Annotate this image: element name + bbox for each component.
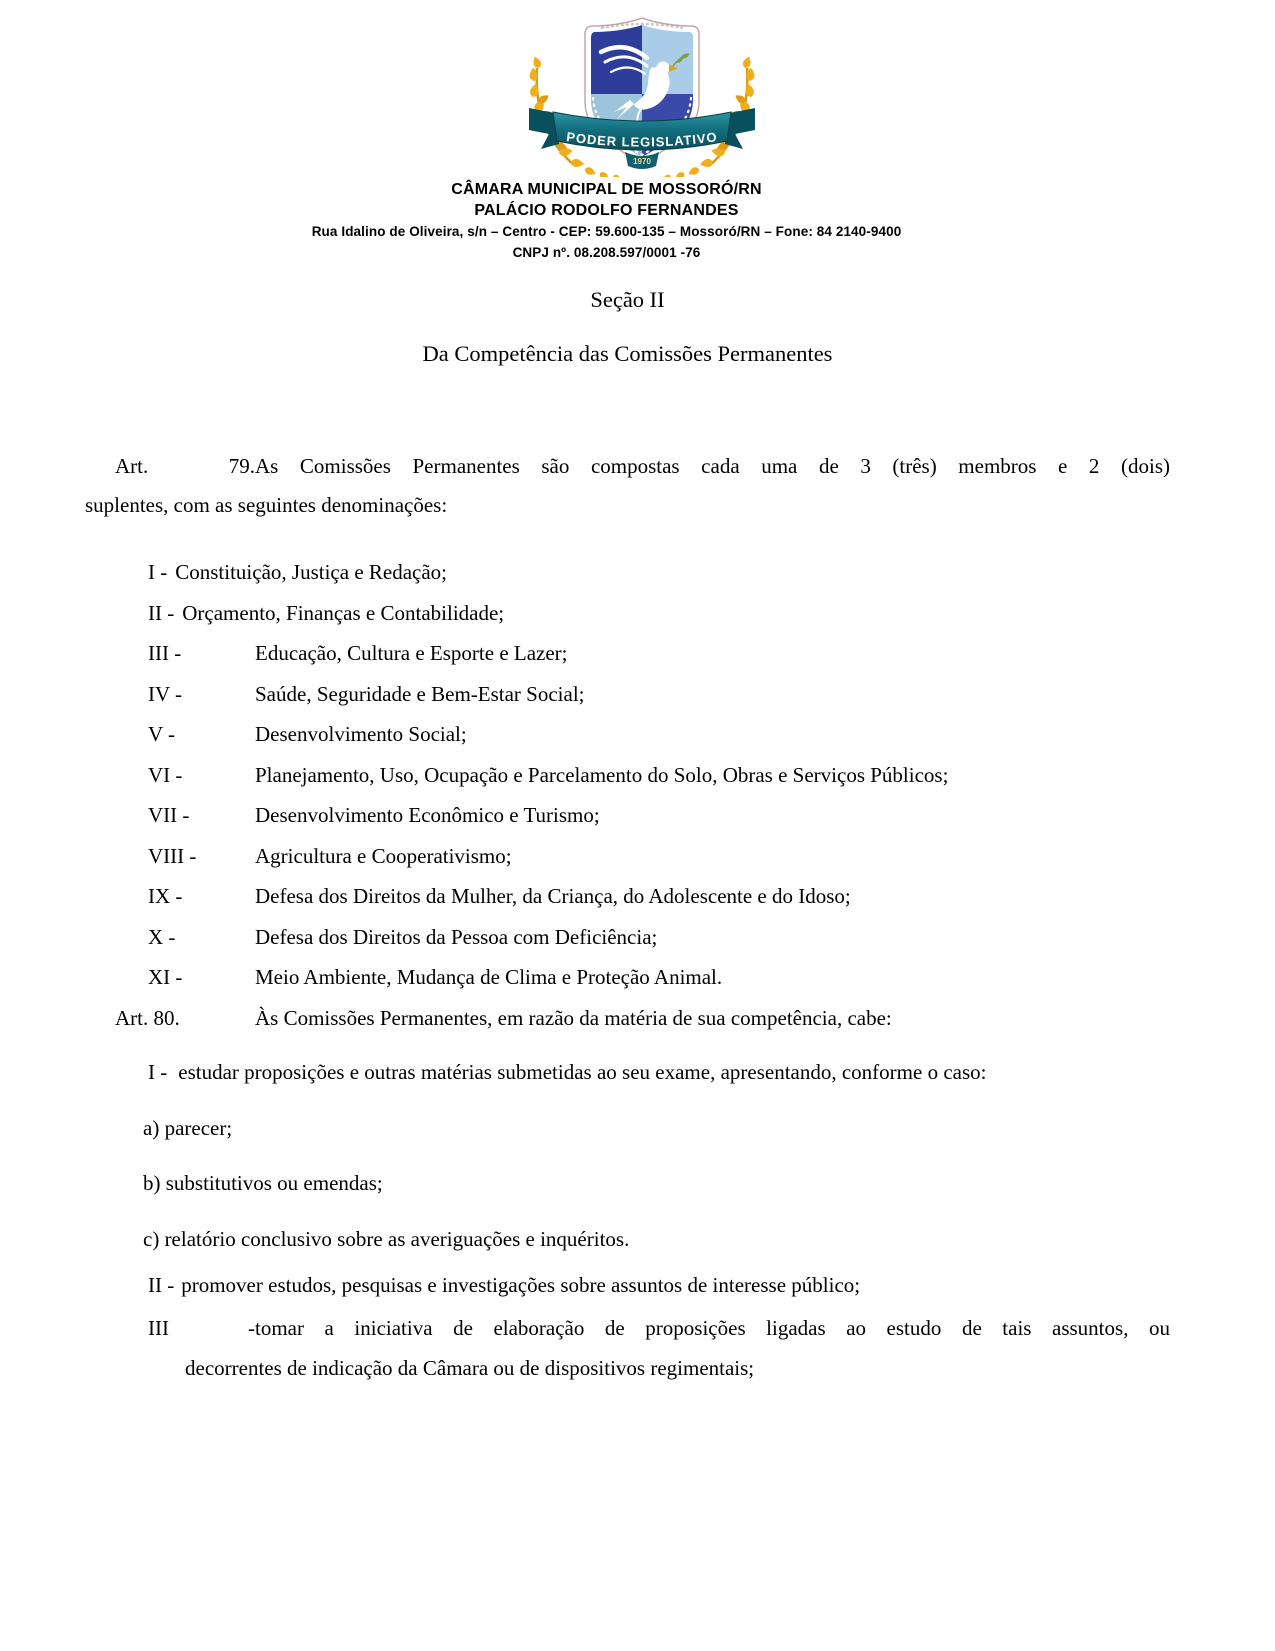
list-item [85,957,1170,998]
article-80-sub-a: a) parecer; [143,1115,233,1140]
article-79-label: Art. 79. [115,454,255,478]
list-item [85,876,1170,917]
article-80-item-3-line2: decorrentes de indicação da Câmara ou de dispositivos regimentais; [185,1356,755,1380]
item-numeral: IX - [148,884,183,908]
item-numeral: VI - [148,762,183,787]
poder-legislativo-logo [513,12,771,177]
article-79-line1 [85,447,1170,486]
list-item [85,552,1170,593]
article-80-item-1 [85,1052,1170,1093]
item-numeral: XI - [148,965,183,989]
item-numeral: III - [148,1315,255,1340]
section-title: Da Competência das Comissões Permanentes [422,341,833,366]
org-building: PALÁCIO RODOLFO FERNANDES [474,202,739,219]
item-text: Defesa dos Direitos da Pessoa com Deficiência; [255,924,658,949]
item-text: Orçamento, Finanças e Contabilidade; [182,600,505,625]
coat-of-arms-icon [513,12,771,177]
list-item [85,836,1170,877]
commission-list [85,552,1170,998]
article-79-line2: suplentes, com as seguintes denominações: [85,493,448,517]
item-numeral: II - [148,1273,175,1297]
item-numeral: VII - [148,803,190,827]
org-name: CÂMARA MUNICIPAL DE MOSSORÓ/RN [451,181,762,198]
org-cnpj: CNPJ nº. 08.208.597/0001 -76 [512,245,701,260]
item-text: Agricultura e Cooperativismo; [255,843,512,868]
article-79-text: As Comissões Permanentes são compostas cada uma de 3 (três) membros e 2 (dois) [255,454,1170,478]
article-80-sub-b: b) substitutivos ou emendas; [143,1171,383,1195]
section-number: Seção II [590,287,665,312]
article-80-item-3-line1 [85,1308,1170,1349]
list-item [85,755,1170,796]
document-body [85,287,1170,1389]
item-numeral: V - [148,722,176,746]
item-text: Educação, Cultura e Esporte e Lazer; [255,641,568,665]
item-text: estudar proposições e outras matérias submetidas ao seu exame, apresentando, conforme o caso: [178,1060,987,1084]
list-item [85,593,1170,634]
item-numeral: X - [148,924,176,949]
list-item [85,714,1170,755]
item-text: Planejamento, Uso, Ocupação e Parcelamento do Solo, Obras e Serviços Públicos; [255,762,949,787]
item-numeral: IV - [148,681,183,706]
article-80-item-3 [85,1308,1170,1389]
org-header-text [0,179,1244,263]
item-numeral: VIII - [148,843,197,868]
org-address: Rua Idalino de Oliveira, s/n – Centro - CEP: 59.600-135 – Mossoró/RN – Fone: 84 2140-9400 [311,224,902,239]
item-text: Desenvolvimento Econômico e Turismo; [255,803,600,827]
list-item [85,917,1170,958]
letterhead [0,0,1275,263]
article-80-item-2 [85,1265,1170,1306]
item-text: promover estudos, pesquisas e investigações sobre assuntos de interesse público; [181,1273,861,1297]
item-text: tomar a iniciativa de elaboração de proposições ligadas ao estudo de tais assuntos, ou [255,1315,1170,1340]
item-numeral: I - [148,560,168,584]
article-80-sub-c: c) relatório conclusivo sobre as averiguações e inquéritos. [143,1226,630,1251]
list-item [85,795,1170,836]
list-item [85,674,1170,715]
item-text: Constituição, Justiça e Redação; [175,560,448,584]
logo-year-text: 1970 [633,157,651,166]
item-numeral: II - [148,600,175,625]
item-text: Saúde, Seguridade e Bem-Estar Social; [255,681,585,706]
item-text: Defesa dos Direitos da Mulher, da Criança, do Adolescente e do Idoso; [255,884,851,908]
item-numeral: III - [148,641,182,665]
article-80 [85,998,1170,1039]
list-item [85,633,1170,674]
article-80-text: Às Comissões Permanentes, em razão da matéria de sua competência, cabe: [255,1005,892,1030]
item-text: Desenvolvimento Social; [255,722,467,746]
article-79 [85,447,1170,525]
article-80-label: Art. 80. [115,1005,180,1030]
logo-banner-text: PODER LEGISLATIVO [565,129,719,150]
item-numeral: I - [148,1060,168,1084]
item-text: Meio Ambiente, Mudança de Clima e Proteção Animal. [255,965,723,989]
